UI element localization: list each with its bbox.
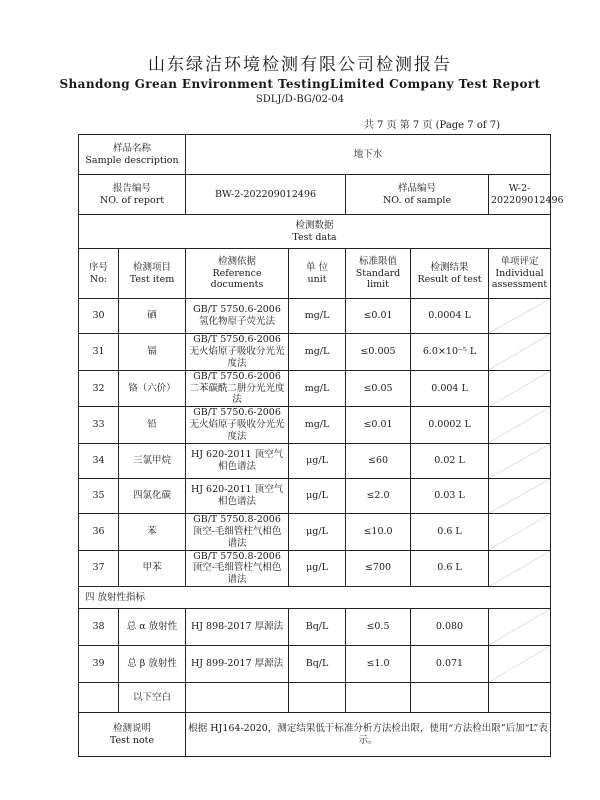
row-item: 四氯化碳 bbox=[119, 478, 186, 513]
test-data-label: 检测数据 Test data bbox=[79, 215, 551, 249]
row-item: 苯 bbox=[119, 513, 186, 550]
report-number-value: BW-2-202209012496 bbox=[186, 175, 346, 215]
row-unit: μg/L bbox=[289, 443, 346, 478]
row-ref: GB/T 5750.8-2006 顶空-毛细管柱气相色谱法 bbox=[186, 513, 289, 550]
report-title-en: Shandong Grean Environment TestingLimited Company Test Report bbox=[59, 77, 541, 91]
test-note-text: 根据 HJ164-2020，测定结果低于标准分析方法检出限，使用“方法检出限”后加“L”表示。 bbox=[186, 713, 551, 757]
col-header-item: 检测项目 Test item bbox=[119, 249, 186, 299]
row-no: 35 bbox=[79, 478, 119, 513]
col-header-limit: 标准限值 Standard limit bbox=[346, 249, 411, 299]
row-no: 31 bbox=[79, 334, 119, 371]
row-limit: ≤0.5 bbox=[346, 609, 411, 646]
col-header-result: 检测结果 Result of test bbox=[411, 249, 489, 299]
row-assessment bbox=[489, 478, 551, 513]
row-no: 34 bbox=[79, 443, 119, 478]
row-assessment bbox=[489, 334, 551, 371]
row-ref: GB/T 5750.6-2006 二苯碳酰二肼分光光度法 bbox=[186, 370, 289, 407]
blank-cell bbox=[346, 683, 411, 713]
table-row bbox=[79, 299, 551, 334]
col-header-ref: 检测依据 Reference documents bbox=[186, 249, 289, 299]
section-radioactivity-label: 四 放射性指标 bbox=[79, 587, 551, 609]
row-unit: mg/L bbox=[289, 299, 346, 334]
row-limit: ≤10.0 bbox=[346, 513, 411, 550]
col-header-assessment: 单项评定 Individual assessment bbox=[489, 249, 551, 299]
test-note-label: 检测说明 Test note bbox=[79, 713, 186, 757]
row-item: 三氯甲烷 bbox=[119, 443, 186, 478]
row-assessment bbox=[489, 370, 551, 407]
row-limit: ≤0.01 bbox=[346, 299, 411, 334]
blank-cell bbox=[411, 683, 489, 713]
blank-cell bbox=[79, 683, 119, 713]
row-assessment bbox=[489, 443, 551, 478]
report-title-cn: 山东绿洁环境检测有限公司检测报告 bbox=[148, 55, 452, 75]
row-result: 0.080 bbox=[411, 609, 489, 646]
column-header-row bbox=[79, 249, 551, 299]
row-limit: ≤60 bbox=[346, 443, 411, 478]
row-unit: μg/L bbox=[289, 550, 346, 587]
table-row bbox=[79, 550, 551, 587]
row-result: 0.071 bbox=[411, 646, 489, 683]
row-no: 30 bbox=[79, 299, 119, 334]
row-unit: μg/L bbox=[289, 513, 346, 550]
table-row bbox=[79, 513, 551, 550]
row-result: 0.6 L bbox=[411, 550, 489, 587]
table-row bbox=[79, 370, 551, 407]
row-assessment bbox=[489, 513, 551, 550]
row-result: 0.6 L bbox=[411, 513, 489, 550]
table-row bbox=[79, 609, 551, 646]
sample-number-label: 样品编号 NO. of sample bbox=[346, 175, 489, 215]
row-unit: mg/L bbox=[289, 334, 346, 371]
row-no: 37 bbox=[79, 550, 119, 587]
row-limit: ≤2.0 bbox=[346, 478, 411, 513]
row-unit: Bq/L bbox=[289, 609, 346, 646]
row-ref: HJ 899-2017 厚源法 bbox=[186, 646, 289, 683]
row-item: 总 α 放射性 bbox=[119, 609, 186, 646]
row-no: 32 bbox=[79, 370, 119, 407]
row-result: 0.0002 L bbox=[411, 407, 489, 444]
report-number-label: 报告编号 NO. of report bbox=[79, 175, 186, 215]
sample-description-value: 地下水 bbox=[186, 135, 551, 175]
row-limit: ≤0.05 bbox=[346, 370, 411, 407]
row-result: 6.0×10⁻⁵ L bbox=[411, 334, 489, 371]
table-row bbox=[79, 478, 551, 513]
report-number-row bbox=[79, 175, 551, 215]
sample-description-row bbox=[79, 135, 551, 175]
row-unit: Bq/L bbox=[289, 646, 346, 683]
sample-description-label: 样品名称 Sample description bbox=[79, 135, 186, 175]
row-no: 33 bbox=[79, 407, 119, 444]
row-ref: GB/T 5750.8-2006 顶空-毛细管柱气相色谱法 bbox=[186, 550, 289, 587]
row-item: 铬（六价） bbox=[119, 370, 186, 407]
row-item: 铅 bbox=[119, 407, 186, 444]
col-header-unit: 单 位 unit bbox=[289, 249, 346, 299]
row-item: 甲苯 bbox=[119, 550, 186, 587]
row-limit: ≤0.01 bbox=[346, 407, 411, 444]
section-row bbox=[79, 587, 551, 609]
row-limit: ≤700 bbox=[346, 550, 411, 587]
table-row bbox=[79, 334, 551, 371]
page-info: 共 7 页 第 7 页 (Page 7 of 7) bbox=[363, 120, 500, 131]
row-ref: HJ 620-2011 顶空气相色谱法 bbox=[186, 478, 289, 513]
col-header-no: 序号 No: bbox=[79, 249, 119, 299]
row-result: 0.0004 L bbox=[411, 299, 489, 334]
row-ref: HJ 620-2011 顶空气相色谱法 bbox=[186, 443, 289, 478]
row-assessment bbox=[489, 609, 551, 646]
row-unit: mg/L bbox=[289, 370, 346, 407]
blank-cell bbox=[186, 683, 289, 713]
row-limit: ≤1.0 bbox=[346, 646, 411, 683]
row-item: 镉 bbox=[119, 334, 186, 371]
row-item: 总 β 放射性 bbox=[119, 646, 186, 683]
row-assessment bbox=[489, 550, 551, 587]
blank-row bbox=[79, 683, 551, 713]
table-row bbox=[79, 443, 551, 478]
row-no: 36 bbox=[79, 513, 119, 550]
row-ref: GB/T 5750.6-2006 氢化物原子荧光法 bbox=[186, 299, 289, 334]
row-unit: μg/L bbox=[289, 478, 346, 513]
row-ref: GB/T 5750.6-2006 无火焰原子吸收分光光度法 bbox=[186, 334, 289, 371]
row-result: 0.03 L bbox=[411, 478, 489, 513]
test-data-row bbox=[79, 215, 551, 249]
row-limit: ≤0.005 bbox=[346, 334, 411, 371]
table-row bbox=[79, 646, 551, 683]
row-assessment bbox=[489, 646, 551, 683]
row-assessment bbox=[489, 407, 551, 444]
row-result: 0.02 L bbox=[411, 443, 489, 478]
row-ref: HJ 898-2017 厚源法 bbox=[186, 609, 289, 646]
table-row bbox=[79, 407, 551, 444]
row-no: 39 bbox=[79, 646, 119, 683]
blank-cell bbox=[289, 683, 346, 713]
row-assessment bbox=[489, 299, 551, 334]
row-no: 38 bbox=[79, 609, 119, 646]
report-table bbox=[78, 134, 564, 757]
blank-text: 以下空白 bbox=[119, 683, 186, 713]
row-unit: mg/L bbox=[289, 407, 346, 444]
row-item: 硒 bbox=[119, 299, 186, 334]
sample-number-value: W-2-202209012496 bbox=[489, 175, 551, 215]
row-result: 0.004 L bbox=[411, 370, 489, 407]
blank-cell bbox=[489, 683, 551, 713]
test-note-row bbox=[79, 713, 551, 757]
document-code: SDLJ/D-BG/02-04 bbox=[255, 94, 345, 105]
row-ref: GB/T 5750.6-2006 无火焰原子吸收分光光度法 bbox=[186, 407, 289, 444]
